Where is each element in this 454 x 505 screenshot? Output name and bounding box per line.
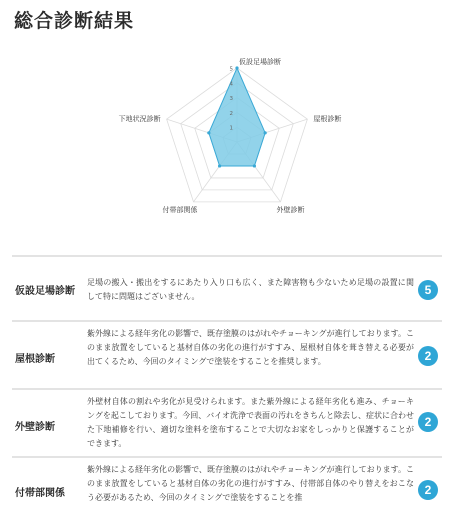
radar-axis-label: 下地状況診断 [118, 115, 161, 124]
divider [12, 255, 442, 257]
diagnosis-text: 紫外線による経年劣化の影響で、既存塗膜のはがれやチョーキングが進行しております。このまま放置をしていると基材自体の劣化の進行がすすみ、付帯部自体のやり替えをおこなう必要があるため、今回のタイミングで塗装をすることを推 [87, 465, 414, 502]
radar-data-point [207, 131, 210, 134]
radar-scale-label: 1 [229, 125, 233, 132]
radar-axis-label: 外壁診断 [276, 205, 305, 214]
radar-axis-label: 付帯部関係 [162, 205, 198, 214]
radar-chart [100, 44, 350, 250]
radar-axis-label: 仮設足場診断 [239, 58, 281, 66]
score-badge: 2 [418, 480, 438, 500]
radar-data-point [253, 164, 256, 167]
score-badge: 5 [418, 280, 438, 300]
radar-scale-label: 4 [229, 81, 233, 88]
diagnosis-row [12, 322, 442, 388]
page-title: 総合診断結果 [14, 10, 135, 32]
diagnosis-row [12, 390, 442, 456]
radar-axis-label: 屋根診断 [313, 115, 342, 124]
score-badge: 2 [418, 412, 438, 432]
radar-data-point [235, 66, 238, 69]
diagnosis-text: 紫外線による経年劣化の影響で、既存塗膜のはがれやチョーキングが進行しております。このまま放置をしていると基材自体の劣化の進行がすすみ、屋根材自体を葺き替える必要が出てくるため、今回のタイミングで塗装をすることを推奨します。 [87, 329, 414, 366]
diagnosis-label: 外壁診断 [15, 422, 55, 433]
diagnosis-label: 付帯部関係 [15, 488, 65, 499]
radar-data-point [218, 164, 221, 167]
diagnosis-row [12, 258, 442, 320]
radar-scale-label: 2 [229, 110, 233, 117]
radar-scale-label: 5 [229, 66, 233, 73]
radar-scale-label: 3 [229, 96, 233, 103]
diagnosis-text: 足場の搬入・搬出をするにあたり入り口も広く、また障害物も少ないため足場の設置に関して特に問題はございません。 [87, 278, 414, 301]
diagnosis-text: 外壁材自体の割れや劣化が見受けられます。また紫外線による経年劣化も進み、チョーキングを起こしております。今回、バイオ洗浄で表面の汚れをきちんと除去し、症状に合わせた下地補修を行い、適切な塗料を塗布することで大切なお家をしっかりと保護することができます。 [87, 397, 414, 448]
radar-data-point [264, 131, 267, 134]
radar-chart-svg [100, 44, 350, 250]
diagnosis-label: 屋根診断 [15, 354, 55, 365]
score-badge: 2 [418, 346, 438, 366]
diagnosis-label: 仮設足場診断 [15, 286, 75, 297]
diagnosis-row [12, 458, 442, 500]
